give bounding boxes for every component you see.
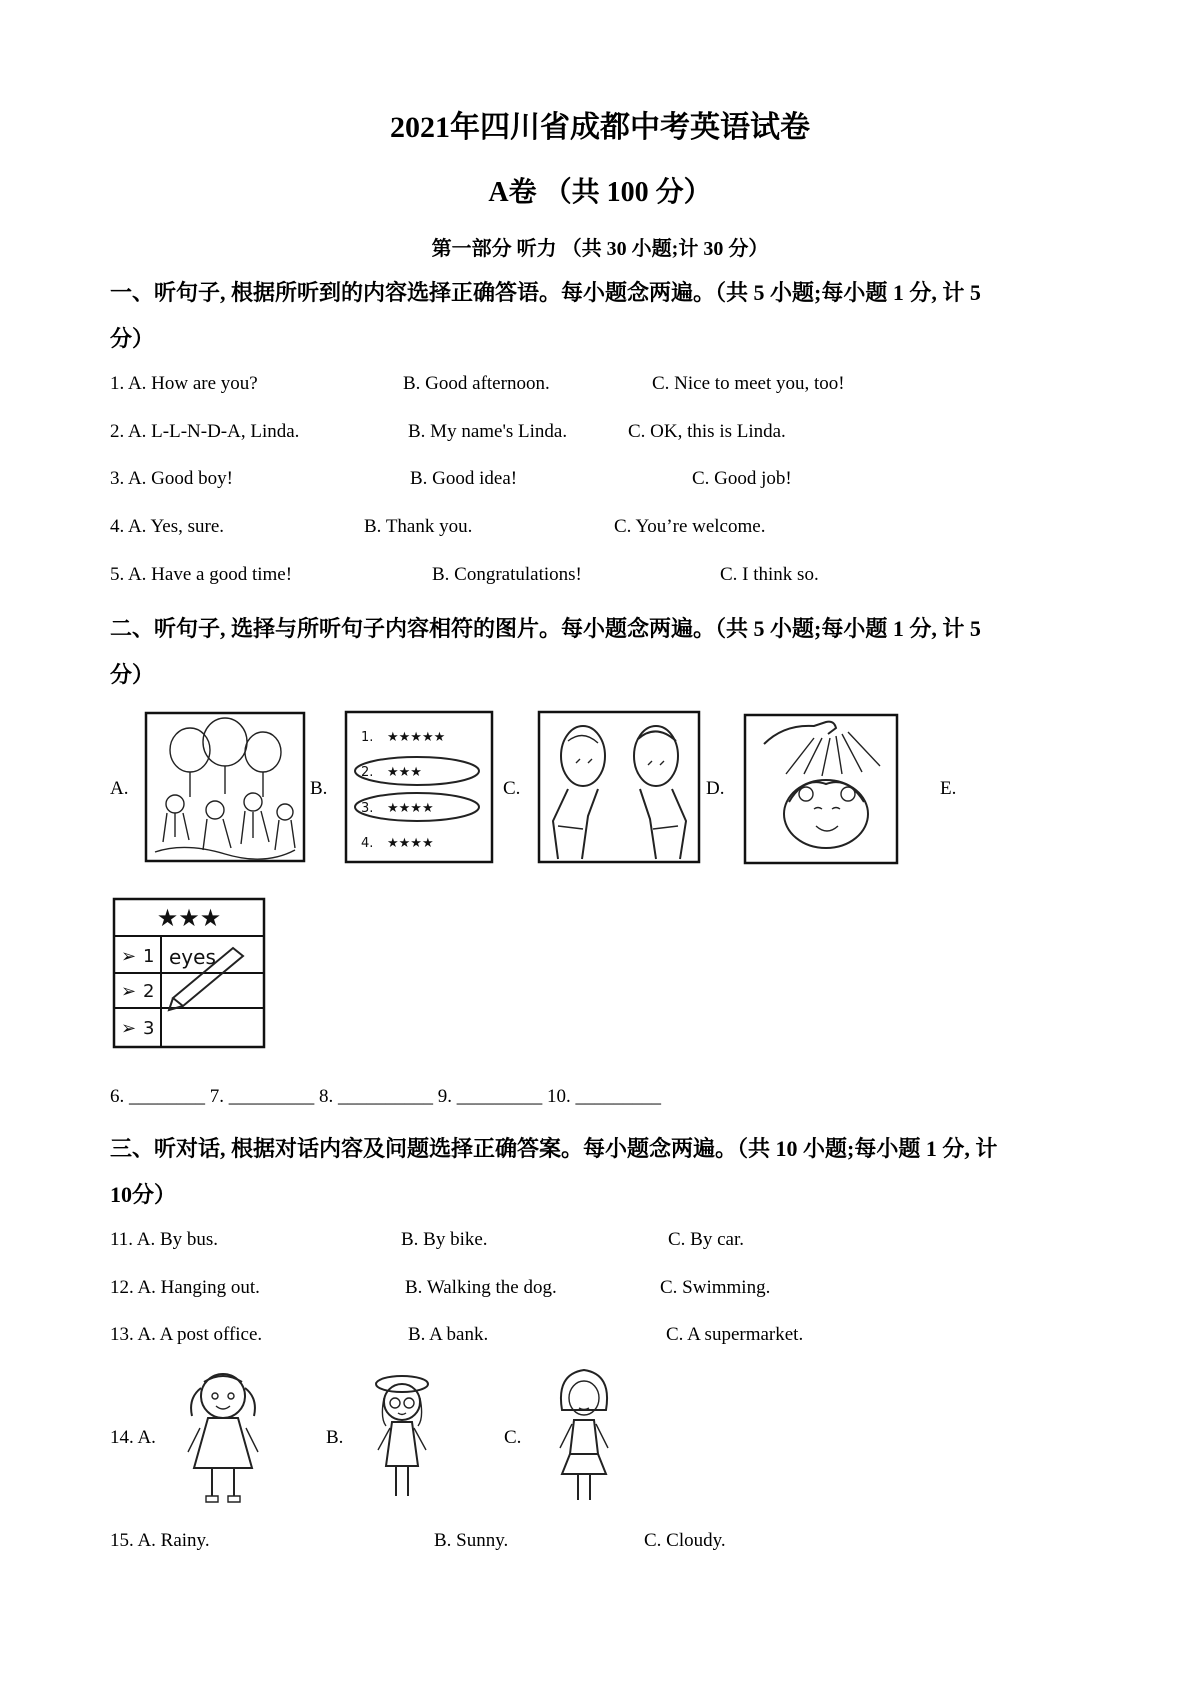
q15-option-c: C. Cloudy. xyxy=(644,1530,726,1551)
q14-option-b: B. xyxy=(326,1427,344,1448)
rank-row-4-number: 4. xyxy=(361,836,374,851)
picture-label-c: C. xyxy=(503,778,521,799)
section2-answer-blanks[interactable]: 6. ________ 7. _________ 8. __________ 9. _________ 10. _________ xyxy=(110,1086,661,1107)
page-title: 2021年四川省成都中考英语试卷 xyxy=(390,111,810,144)
section1-instruction: 一、听句子, 根据所听到的内容选择正确答语。每小题念两遍。（共 5 小题;每小题 1 分, 计 5 xyxy=(110,280,981,305)
q2-option-b: B. My name's Linda. xyxy=(408,421,568,442)
rank-row-1-stars: ★★★★★ xyxy=(387,730,446,745)
rank-row-2-stars: ★★★ xyxy=(387,765,422,780)
q14-option-c: C. xyxy=(504,1427,522,1448)
picture-c-two-faces xyxy=(538,711,700,863)
q3-option-a: 3. A. Good boy! xyxy=(110,468,233,489)
q13-option-c: C. A supermarket. xyxy=(666,1324,804,1345)
q12-option-a: 12. A. Hanging out. xyxy=(110,1277,260,1298)
section2-instruction: 二、听句子, 选择与所听句子内容相符的图片。每小题念两遍。（共 5 小题;每小题 1 分, 计 5 xyxy=(110,616,981,641)
q2-option-a: 2. A. L-L-N-D-A, Linda. xyxy=(110,421,300,442)
table-row-3-number: 3 xyxy=(143,1018,155,1039)
q3-option-c: C. Good job! xyxy=(692,468,792,489)
picture-b-ranking-list xyxy=(345,711,493,863)
q1-option-c: C. Nice to meet you, too! xyxy=(652,373,845,394)
q5-option-a: 5. A. Have a good time! xyxy=(110,564,293,585)
q15-option-b: B. Sunny. xyxy=(434,1530,509,1551)
q4-option-a: 4. A. Yes, sure. xyxy=(110,516,225,537)
paper-subtitle: A卷 （共 100 分） xyxy=(488,177,712,208)
table-row-1-number: 1 xyxy=(143,946,155,967)
rank-row-3-stars: ★★★★ xyxy=(387,801,434,816)
q1-option-b: B. Good afternoon. xyxy=(403,373,550,394)
q4-option-b: B. Thank you. xyxy=(364,516,473,537)
rank-row-1-number: 1. xyxy=(361,730,374,745)
picture-label-e: E. xyxy=(940,778,957,799)
svg-text:➢: ➢ xyxy=(121,981,137,1002)
section1-instruction-cont: 分） xyxy=(110,326,155,351)
q1-option-a: 1. A. How are you? xyxy=(110,373,258,394)
q2-option-c: C. OK, this is Linda. xyxy=(628,421,786,442)
rank-row-2-number: 2. xyxy=(361,765,374,780)
q5-option-c: C. I think so. xyxy=(720,564,819,585)
q11-option-a: 11. A. By bus. xyxy=(110,1229,219,1250)
q15-option-a: 15. A. Rainy. xyxy=(110,1530,210,1551)
q3-option-b: B. Good idea! xyxy=(410,468,518,489)
q14-b-girl-hat-glasses xyxy=(362,1370,442,1510)
section2-instruction-cont: 分） xyxy=(110,662,155,687)
picture-e-vocabulary-table xyxy=(113,898,265,1048)
picture-label-a: A. xyxy=(110,778,129,799)
q13-option-b: B. A bank. xyxy=(408,1324,489,1345)
section3-instruction-cont: 10分） xyxy=(110,1182,177,1207)
q14-option-a: 14. A. xyxy=(110,1427,156,1448)
rank-row-4-stars: ★★★★ xyxy=(387,836,434,851)
q5-option-b: B. Congratulations! xyxy=(432,564,582,585)
q4-option-c: C. You’re welcome. xyxy=(614,516,766,537)
table-header-stars: ★★★ xyxy=(156,904,222,932)
picture-label-b: B. xyxy=(310,778,328,799)
q12-option-c: C. Swimming. xyxy=(660,1277,771,1298)
q11-option-b: B. By bike. xyxy=(401,1229,488,1250)
picture-d-shower-girl xyxy=(744,714,898,864)
table-row-2-number: 2 xyxy=(143,981,155,1002)
q13-option-a: 13. A. A post office. xyxy=(110,1324,263,1345)
picture-a-park-scene xyxy=(145,712,305,862)
q14-c-girl-bob-hair xyxy=(544,1364,624,1510)
part-heading: 第一部分 听力 （共 30 小题;计 30 分） xyxy=(431,238,769,260)
q11-option-c: C. By car. xyxy=(668,1229,744,1250)
q12-option-b: B. Walking the dog. xyxy=(405,1277,557,1298)
svg-text:➢: ➢ xyxy=(121,1018,137,1039)
table-word-eyes: eyes xyxy=(169,945,216,969)
svg-text:➢: ➢ xyxy=(121,946,137,967)
picture-label-d: D. xyxy=(706,778,725,799)
q14-a-girl-pigtails xyxy=(178,1368,268,1508)
section3-instruction: 三、听对话, 根据对话内容及问题选择正确答案。每小题念两遍。（共 10 小题;每小题 1 分, 计 xyxy=(110,1136,998,1161)
rank-row-3-number: 3. xyxy=(361,801,374,816)
